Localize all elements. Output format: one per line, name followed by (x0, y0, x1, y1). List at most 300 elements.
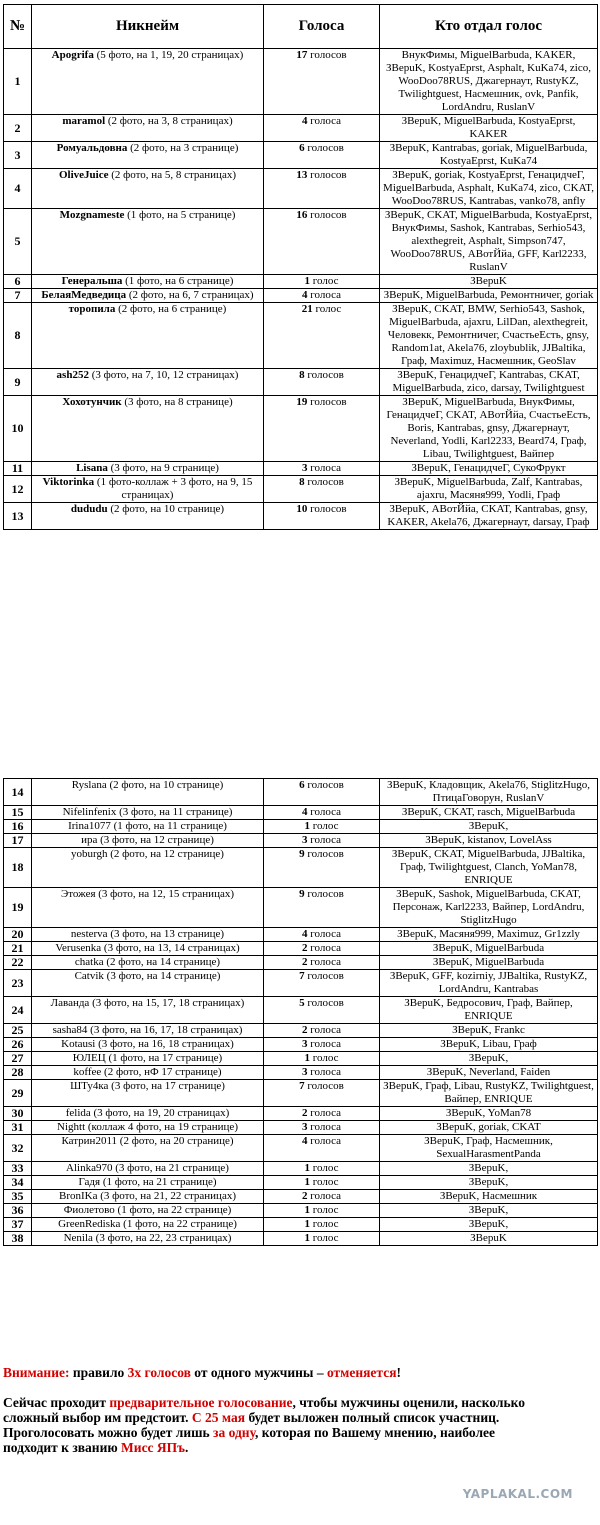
voters-list: ЗВерuK, Бедросович, Граф, Вайпер, ENRIQUE (380, 997, 598, 1024)
row-number: 11 (4, 462, 32, 476)
nickname: Catvik (74, 970, 104, 982)
info-highlight: Мисс ЯПъ (121, 1440, 186, 1455)
votes-cell (264, 1038, 380, 1052)
votes-count: 2 (301, 942, 308, 954)
header-voters: Кто отдал голос (380, 5, 598, 49)
votes-cell (264, 1066, 380, 1080)
votes-count: 6 (299, 779, 305, 791)
votes-word: голоса (310, 289, 341, 301)
photo-info: (3 фото, на 21, 22 страницах) (100, 1190, 236, 1202)
photo-info: (3 фото, на 8 странице) (124, 396, 233, 408)
row-number: 35 (4, 1190, 32, 1204)
votes-count: 3 (301, 462, 308, 474)
nickname: felida (65, 1107, 91, 1119)
votes-cell (264, 303, 380, 369)
votes-word: голосов (307, 142, 344, 154)
photo-info: (2 фото, на 12 странице) (110, 848, 224, 860)
nickname: ЮЛЕЦ (72, 1052, 106, 1064)
votes-count: 17 (296, 49, 308, 61)
votes-word: голосов (307, 476, 344, 488)
row-number: 7 (4, 289, 32, 303)
table-row (4, 888, 598, 928)
votes-count: 2 (301, 956, 308, 968)
votes-cell (264, 888, 380, 928)
votes-cell (264, 275, 380, 289)
photo-info: (1 фото, на 5 странице) (127, 209, 236, 221)
nickname-cell (32, 928, 264, 942)
nickname: chatka (74, 956, 104, 968)
table-row (4, 848, 598, 888)
votes-word: голос (315, 303, 342, 315)
votes-word: голоса (310, 1107, 341, 1119)
nickname-cell (32, 942, 264, 956)
row-number: 14 (4, 779, 32, 806)
row-number: 30 (4, 1107, 32, 1121)
voters-list: ЗВерuK, Frankc (380, 1024, 598, 1038)
votes-cell (264, 997, 380, 1024)
nickname-cell (32, 1080, 264, 1107)
row-number: 2 (4, 115, 32, 142)
nickname: Lisana (76, 462, 108, 474)
nickname: Nenila (63, 1232, 93, 1244)
votes-cell (264, 820, 380, 834)
votes-cell (264, 1190, 380, 1204)
nickname: торопила (68, 303, 116, 315)
row-number: 33 (4, 1162, 32, 1176)
nickname: Viktorinka (42, 476, 95, 488)
table-row (4, 369, 598, 396)
votes-cell (264, 1121, 380, 1135)
votes-word: голосов (307, 997, 344, 1009)
table-row (4, 1066, 598, 1080)
table-row (4, 503, 598, 530)
voters-list: ЗВерuK, (380, 820, 598, 834)
nickname: koffee (73, 1066, 102, 1078)
nickname-cell (32, 169, 264, 209)
nickname: Фиолетово (63, 1204, 115, 1216)
warning-label: Внимание: (3, 1365, 70, 1380)
row-number: 38 (4, 1232, 32, 1246)
votes-count: 6 (299, 142, 305, 154)
votes-word: голосов (307, 848, 344, 860)
row-number: 15 (4, 806, 32, 820)
votes-cell (264, 209, 380, 275)
nickname: Катрин2011 (61, 1135, 118, 1147)
photo-info: (2 фото, на 5, 8 страницах) (111, 169, 236, 181)
info-highlight: предварительное голосование (109, 1395, 293, 1410)
votes-word: голос (312, 1204, 339, 1216)
votes-cell (264, 970, 380, 997)
photo-info: (3 фото, на 12, 15 страницах) (98, 888, 235, 900)
nickname: Verusenka (55, 942, 102, 954)
nickname: Ryslana (71, 779, 107, 791)
votes-count: 4 (301, 115, 308, 127)
table-row (4, 115, 598, 142)
table-row (4, 779, 598, 806)
header-num: № (4, 5, 32, 49)
nickname: Kotausi (61, 1038, 96, 1050)
nickname: Этожея (60, 888, 96, 900)
row-number: 27 (4, 1052, 32, 1066)
votes-word: голосов (310, 209, 347, 221)
nickname-cell (32, 1038, 264, 1052)
votes-count: 8 (299, 476, 305, 488)
votes-count: 9 (299, 888, 305, 900)
votes-table-part-one (3, 4, 598, 530)
nickname-cell (32, 1162, 264, 1176)
voters-list: ЗВерuK, (380, 1204, 598, 1218)
votes-count: 3 (301, 834, 308, 846)
voters-list: ЗВерuK, CKAT, rasch, MiguelBarbuda (380, 806, 598, 820)
warning-line (3, 1365, 600, 1380)
table-row (4, 1024, 598, 1038)
votes-word: голос (312, 1218, 339, 1230)
voters-list: ЗВерuK, MiguelBarbuda, Zalf, Kantrabas, ajaxru, Масяня999, Yodli, Граф (380, 476, 598, 503)
table-row (4, 1052, 598, 1066)
nickname-cell (32, 820, 264, 834)
row-number: 29 (4, 1080, 32, 1107)
voters-list: ЗВерuK, ГенацидчеГ, Kantrabas, CKAT, MiguelBarbuda, zico, darsay, Twilightguest (380, 369, 598, 396)
votes-word: голоса (310, 806, 341, 818)
votes-cell (264, 1135, 380, 1162)
row-number: 25 (4, 1024, 32, 1038)
votes-count: 10 (296, 503, 308, 515)
table-row (4, 462, 598, 476)
nickname: yoburgh (71, 848, 108, 860)
votes-word: голосов (310, 49, 347, 61)
voters-list: ЗВерuK, Насмешник (380, 1190, 598, 1204)
nickname: nesterva (70, 928, 108, 940)
nickname: OliveJuice (59, 169, 109, 181)
nickname: Alinka970 (66, 1162, 113, 1174)
votes-count: 1 (304, 1218, 310, 1230)
votes-cell (264, 1024, 380, 1038)
nickname: Лаванда (50, 997, 90, 1009)
row-number: 18 (4, 848, 32, 888)
votes-count: 1 (304, 1052, 310, 1064)
info-text: Проголосовать можно будет лишь (3, 1425, 214, 1440)
nickname-cell (32, 289, 264, 303)
votes-word: голоса (310, 956, 341, 968)
row-number: 9 (4, 369, 32, 396)
nickname-cell (32, 462, 264, 476)
voters-list: ЗВерuK, ГенацидчеГ, СукоФрукт (380, 462, 598, 476)
row-number: 23 (4, 970, 32, 997)
votes-count: 2 (301, 1024, 308, 1036)
voters-list: ЗВерuK, (380, 1218, 598, 1232)
votes-cell (264, 1080, 380, 1107)
votes-word: голоса (310, 1190, 341, 1202)
table-row (4, 1232, 598, 1246)
votes-cell (264, 142, 380, 169)
nickname-cell (32, 806, 264, 820)
votes-count: 1 (304, 1232, 310, 1244)
row-number: 34 (4, 1176, 32, 1190)
table-row (4, 1218, 598, 1232)
votes-count: 1 (304, 275, 310, 287)
votes-word: голосов (310, 396, 347, 408)
info-text: . (185, 1440, 189, 1455)
photo-info: (2 фото, нФ 17 странице) (104, 1066, 222, 1078)
nickname-cell (32, 997, 264, 1024)
voters-list: ВнукФимы, MiguelBarbuda, KAKER, ЗВерuK, KostyaEprst, Asphalt, KuKa74, zico, WooDoo78RUS, Джагернаут, RustyKZ, Twilightguest, Насмешник, ovk, Panfik, LordAndru, RuslanV (380, 49, 598, 115)
votes-word: голоса (310, 1024, 341, 1036)
nickname: ШТу4ка (70, 1080, 109, 1092)
voters-list: ЗВерuK, (380, 1162, 598, 1176)
votes-word: голоса (310, 942, 341, 954)
voters-list: ЗВерuK, (380, 1176, 598, 1190)
votes-word: голос (312, 1232, 339, 1244)
votes-count: 3 (301, 1121, 308, 1133)
votes-count: 2 (301, 1107, 308, 1119)
table-row (4, 209, 598, 275)
photo-info: (3 фото, на 13 странице) (110, 928, 225, 940)
row-number: 21 (4, 942, 32, 956)
voters-list: ЗВерuK, Sashok, MiguelBarbuda, CKAT, Персонаж, Karl2233, Вайпер, LordAndru, StiglitzHugo (380, 888, 598, 928)
votes-word: голос (312, 820, 339, 832)
voters-list: ЗВерuK, MiguelBarbuda (380, 942, 598, 956)
votes-cell (264, 1176, 380, 1190)
nickname: ира (81, 834, 98, 846)
votes-word: голосов (307, 888, 344, 900)
row-number: 4 (4, 169, 32, 209)
nickname-cell (32, 1176, 264, 1190)
voters-list: ЗВерuK, CKAT, MiguelBarbuda, JJBaltika, Граф, Twilightguest, Clanch, YoMan78, ENRIQUE (380, 848, 598, 888)
warning-text-2: от одного мужчины – (190, 1365, 327, 1380)
nickname: Гадя (78, 1176, 101, 1188)
nickname-cell (32, 1066, 264, 1080)
nickname-cell (32, 1107, 264, 1121)
votes-table-part-two (3, 778, 598, 1246)
header-nickname: Никнейм (32, 5, 264, 49)
photo-info: (2 фото, на 10 странице) (109, 779, 224, 791)
table-row (4, 169, 598, 209)
nickname-cell (32, 49, 264, 115)
row-number: 37 (4, 1218, 32, 1232)
votes-count: 2 (301, 1190, 308, 1202)
voters-list: ЗВерuK, kistanov, LovelAss (380, 834, 598, 848)
table-row (4, 1121, 598, 1135)
votes-cell (264, 1052, 380, 1066)
votes-count: 4 (301, 1135, 308, 1147)
voters-list: ЗВерuK, Neverland, Faiden (380, 1066, 598, 1080)
votes-cell (264, 289, 380, 303)
voters-list: ЗВерuK, MiguelBarbuda, ВнукФимы, ГенацидчеГ, CKAT, АВотЙйа, СчастьеЕсть, Boris, Kantrabas, gnsy, Джагернаут, Neverland, Yodli, Karl2233, Beard74, Граф, Libau, Twilightguest, Вайпер (380, 396, 598, 462)
table-row (4, 303, 598, 369)
photo-info: (коллаж 4 фото, на 19 странице) (87, 1121, 238, 1133)
votes-word: голоса (310, 834, 341, 846)
photo-info: (3 фото, на 16, 18 страницах) (98, 1038, 234, 1050)
row-number: 28 (4, 1066, 32, 1080)
votes-count: 7 (299, 1080, 305, 1092)
nickname: Mozgnameste (59, 209, 125, 221)
nickname-cell (32, 1052, 264, 1066)
votes-cell (264, 928, 380, 942)
table-row (4, 1190, 598, 1204)
row-number: 17 (4, 834, 32, 848)
info-line-3 (3, 1425, 600, 1440)
photo-info: (3 фото, на 13, 14 страницах) (103, 942, 240, 954)
voters-list: ЗВерuK, MiguelBarbuda, KostyaEprst, KAKER (380, 115, 598, 142)
votes-cell (264, 503, 380, 530)
votes-cell (264, 942, 380, 956)
info-line-4 (3, 1440, 600, 1455)
nickname-cell (32, 956, 264, 970)
nickname: Irina1077 (68, 820, 111, 832)
nickname: Хохотунчик (62, 396, 122, 408)
votes-count: 3 (301, 1066, 308, 1078)
votes-count: 1 (304, 1204, 310, 1216)
row-number: 32 (4, 1135, 32, 1162)
nickname: БелаяМедведица (41, 289, 127, 301)
votes-word: голосов (307, 1080, 344, 1092)
photo-info: (2 фото, на 3, 8 страницах) (107, 115, 233, 127)
row-number: 3 (4, 142, 32, 169)
photo-info: (1 фото, на 17 странице) (108, 1052, 223, 1064)
nickname-cell (32, 848, 264, 888)
row-number: 31 (4, 1121, 32, 1135)
votes-word: голоса (310, 1121, 341, 1133)
table-row (4, 1162, 598, 1176)
nickname: sasha84 (52, 1024, 88, 1036)
table-row (4, 275, 598, 289)
row-number: 20 (4, 928, 32, 942)
votes-cell (264, 462, 380, 476)
photo-info: (3 фото, на 12 странице) (100, 834, 214, 846)
photo-info: (3 фото, на 22, 23 страницах) (95, 1232, 232, 1244)
info-line-2 (3, 1410, 600, 1425)
photo-info: (3 фото, на 16, 17, 18 страницах) (90, 1024, 243, 1036)
votes-count: 3 (301, 1038, 308, 1050)
nickname: dududu (70, 503, 108, 515)
table-row (4, 142, 598, 169)
votes-word: голос (312, 1052, 339, 1064)
photo-info: (3 фото, на 14 странице) (106, 970, 221, 982)
photo-info: (2 фото, на 6 странице) (118, 303, 227, 315)
table-header-row (4, 5, 598, 49)
nickname-cell (32, 888, 264, 928)
votes-count: 1 (304, 1176, 310, 1188)
photo-info: (2 фото, на 20 странице) (119, 1135, 234, 1147)
votes-cell (264, 806, 380, 820)
nickname-cell (32, 1135, 264, 1162)
votes-cell (264, 1162, 380, 1176)
voters-list: ЗВерuK, goriak, CKAT (380, 1121, 598, 1135)
voters-list: ЗВерuK, GFF, kozirniy, JJBaltika, RustyKZ, LordAndru, Kantrabas (380, 970, 598, 997)
votes-count: 19 (296, 396, 308, 408)
table-row (4, 1080, 598, 1107)
voters-list: ЗВерuK, goriak, KostyaEprst, ГенацидчеГ, MiguelBarbuda, Asphalt, KuKa74, zico, CKAT, WooDoo78RUS, Kantrabas, vanko78, anfly (380, 169, 598, 209)
voters-list: ЗВерuK, Кладовщик, Akela76, StiglitzHugo, ПтицаГоворун, RuslanV (380, 779, 598, 806)
voters-list: ЗВерuK, YoMan78 (380, 1107, 598, 1121)
row-number: 12 (4, 476, 32, 503)
votes-word: голосов (310, 169, 347, 181)
nickname-cell (32, 1218, 264, 1232)
table-row (4, 956, 598, 970)
votes-count: 4 (301, 289, 308, 301)
votes-word: голоса (310, 1038, 341, 1050)
voters-list: ЗВерuK, CKAT, MiguelBarbuda, KostyaEprst, ВнукФимы, Sashok, Kantrabas, Serhio543, alexthegreit, Asphalt, Simpson747, WooDoo78RUS, АВотЙйа, GFF, Karl2233, RuslanV (380, 209, 598, 275)
nickname-cell (32, 476, 264, 503)
voters-list: ЗВерuK (380, 275, 598, 289)
table-row (4, 396, 598, 462)
votes-word: голосов (307, 369, 344, 381)
votes-cell (264, 848, 380, 888)
photo-info: (2 фото, на 3 странице) (130, 142, 239, 154)
votes-word: голоса (310, 1135, 341, 1147)
table-row (4, 1204, 598, 1218)
votes-cell (264, 1204, 380, 1218)
photo-info: (1 фото, на 21 странице) (102, 1176, 217, 1188)
votes-count: 13 (296, 169, 308, 181)
site-watermark: YAPLAKAL.COM (462, 1487, 573, 1501)
votes-count: 4 (301, 928, 308, 940)
votes-cell (264, 1107, 380, 1121)
nickname-cell (32, 1204, 264, 1218)
nickname: Ромуальдовна (56, 142, 128, 154)
votes-count: 9 (299, 848, 305, 860)
table-row (4, 997, 598, 1024)
votes-cell (264, 49, 380, 115)
table-row (4, 289, 598, 303)
photo-info: (3 фото, на 7, 10, 12 страницах) (91, 369, 239, 381)
nickname: Nifelinfenix (62, 806, 117, 818)
info-text: сложный выбор им предстоит. (3, 1410, 192, 1425)
table-row (4, 806, 598, 820)
warning-highlight-2: отменяется (326, 1365, 397, 1380)
votes-count: 8 (299, 369, 305, 381)
votes-cell (264, 476, 380, 503)
header-votes: Голоса (264, 5, 380, 49)
nickname: ash252 (56, 369, 89, 381)
votes-cell (264, 956, 380, 970)
votes-word: голоса (310, 115, 341, 127)
nickname-cell (32, 1190, 264, 1204)
voters-list: ЗВерuK, Kantrabas, goriak, MiguelBarbuda, KostyaEprst, KuKa74 (380, 142, 598, 169)
table-row (4, 476, 598, 503)
nickname-cell (32, 275, 264, 289)
notes-block (3, 1365, 600, 1455)
info-text: , которая по Вашему мнению, наиболее (254, 1425, 495, 1440)
photo-info: (2 фото, на 6, 7 страницах) (128, 289, 254, 301)
nickname: Генеральша (61, 275, 123, 287)
nickname-cell (32, 1232, 264, 1246)
votes-count: 5 (299, 997, 305, 1009)
photo-info: (3 фото, на 21 странице) (115, 1162, 229, 1174)
photo-info: (1 фото, на 11 странице) (113, 820, 227, 832)
row-number: 16 (4, 820, 32, 834)
photo-info: (1 фото-коллаж + 3 фото, на 9, 15 страницах) (96, 476, 253, 501)
table-row (4, 1038, 598, 1052)
photo-info: (3 фото, на 17 странице) (111, 1080, 225, 1092)
voters-list: ЗВерuK, (380, 1052, 598, 1066)
votes-word: голосов (307, 970, 344, 982)
photo-info: (3 фото, на 19, 20 страницах) (93, 1107, 230, 1119)
nickname-cell (32, 369, 264, 396)
nickname-cell (32, 142, 264, 169)
table-row (4, 1107, 598, 1121)
photo-info: (1 фото, на 22 странице) (123, 1218, 237, 1230)
table-row (4, 942, 598, 956)
votes-word: голосов (307, 779, 344, 791)
nickname-cell (32, 209, 264, 275)
photo-info: (1 фото, на 6 странице) (125, 275, 234, 287)
info-text: будет выложен полный список участниц. (245, 1410, 500, 1425)
row-number: 22 (4, 956, 32, 970)
votes-cell (264, 1218, 380, 1232)
warning-text-3: ! (396, 1365, 402, 1380)
photo-info: (3 фото, на 9 странице) (110, 462, 219, 474)
